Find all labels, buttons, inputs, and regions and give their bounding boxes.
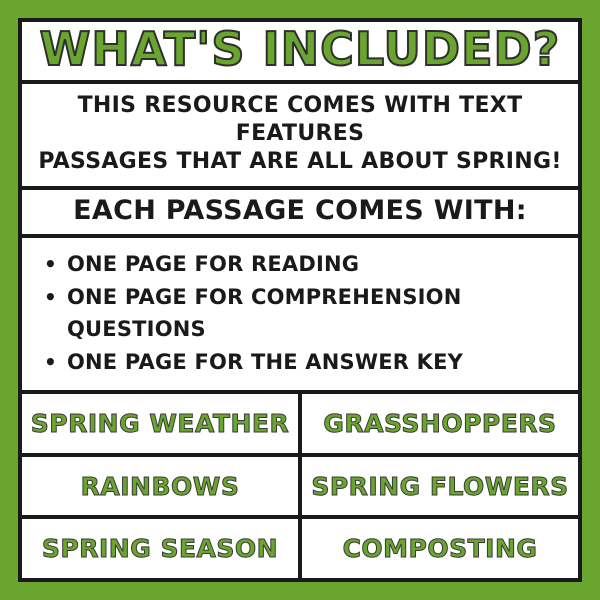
topic-cell [22,394,302,453]
intro-line-2: PASSAGES THAT ARE ALL ABOUT SPRING! [38,149,562,175]
list-item-label: ONE PAGE FOR THE ANSWER KEY [66,349,464,374]
intro-section [22,84,578,190]
table-row [22,457,578,520]
topic-label: COMPOSTING [342,534,538,564]
topic-label: SPRING FLOWERS [311,471,569,501]
topic-cell [302,457,578,516]
topic-label: SPRING WEATHER [30,409,290,439]
table-row [22,394,578,457]
topic-cell [22,457,302,516]
content-card [18,18,582,582]
topic-cell [22,519,302,578]
topics-grid [22,394,578,578]
bullet-dot-icon: • [44,349,57,374]
topic-label: GRASSHOPPERS [323,409,557,439]
list-item [44,346,568,379]
list-item [44,248,568,281]
list-item-label: ONE PAGE FOR COMPREHENSION QUESTIONS [66,284,462,342]
topic-cell [302,394,578,453]
list-item-label: ONE PAGE FOR READING [66,252,360,277]
table-row [22,519,578,578]
title-section [22,22,578,84]
intro-line-1: THIS RESOURCE COMES WITH TEXT FEATURES [77,93,523,147]
topic-label: RAINBOWS [80,471,240,501]
list-item [44,281,568,346]
topic-cell [302,519,578,578]
page-title: WHAT'S INCLUDED? [39,22,561,76]
bullet-dot-icon: • [44,284,57,309]
bullet-list [22,238,578,394]
bullet-dot-icon: • [44,252,57,277]
subtitle: EACH PASSAGE COMES WITH: [73,195,527,227]
subtitle-section [22,190,578,238]
topic-label: SPRING SEASON [41,534,279,564]
